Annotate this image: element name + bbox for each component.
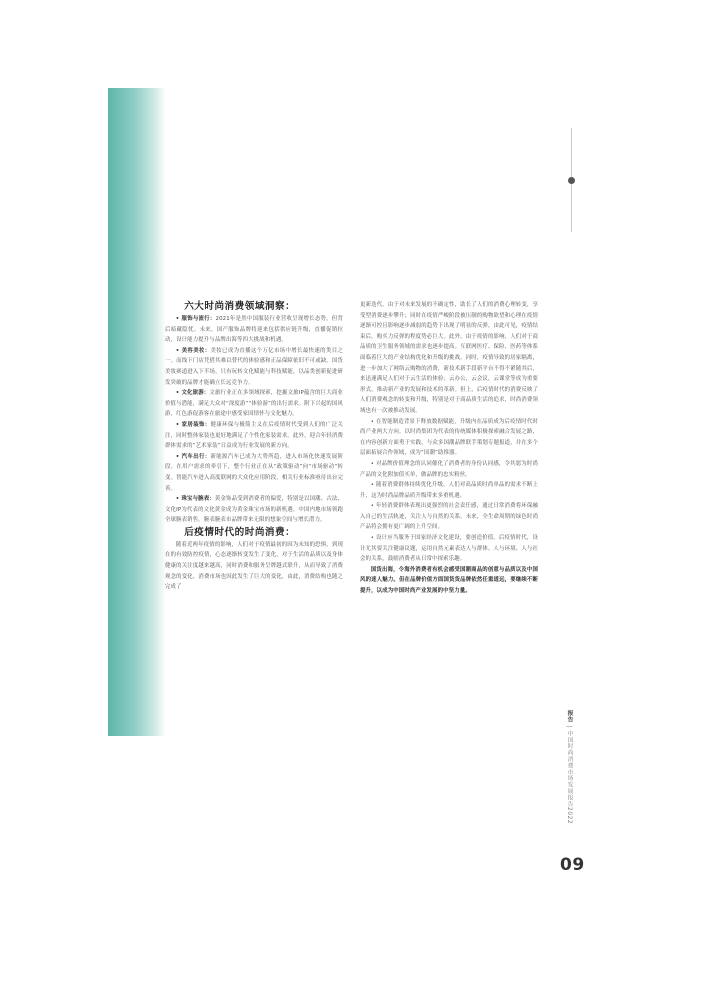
item-label: • 汽车出行：	[175, 453, 211, 460]
left-text-column	[165, 300, 343, 593]
section-heading-fashion-fields: 六大时尚消费领域洞察：	[184, 301, 296, 312]
bullet-paragraph-smart-manufacturing: • 在智能制造背景下释放数据赋能，升级内在品质成为后疫情时代时尚产业两大方向。以时尚集团为代表的传统媒体积极探索融合发展之路，在内容创新方面勇于实践，与众多国潮品牌联手策划专题报道，并在多个层面拓展合作领域，成为“国潮”助推器。	[360, 418, 538, 457]
item-label: • 美容美妆：	[175, 347, 211, 354]
item-label: • 珠宝与腕表：	[175, 496, 215, 503]
continued-paragraph: 更新迭代。由于对未来发展的不确定性，助长了人们的消费心理转变，享受型消费逐步攀升；同时在疫情严峻阶段被压制的购物欲望和心理在疫情逐渐可控且影响逐步减弱的趋势下出现了明显的反弹，由此可见，疫情结束后，购买力反弹的程度势必巨大。此外，由于疫情的影响，人们对于商品质的卫生服务领域的需求也逐步提高。互联网医疗、保险、医药等体系面临着巨大的产业结构优化和升级的挑战。同时，疫情导致的居家隔离，进一步加大了网络云购物的消费，新技术新手段新平台不得不紧随其后，来迅速满足人们对于云生活的体验；云办公，云会议，云课堂等成为重要形式，推动新产业的发展和技术的革新。但上，后疫情时代的消费反映了人们消费观念的转变和升级，特别是对于商品质生活的追求，时尚消费领域也有一次被推动发展。	[360, 302, 538, 414]
item-paragraph-jewelry-watches	[165, 494, 343, 526]
item-paragraph-auto	[165, 452, 343, 494]
item-paragraph-culture-travel	[165, 388, 343, 420]
bullet-paragraph-quality-demand: • 随着消费群体持续优化升级，人们对高品质时尚单品的需求不断上升，这为时尚品牌品质升级带来多重机遇。	[360, 482, 538, 499]
teal-gradient-band	[108, 88, 166, 736]
post-pandemic-paragraph: 随着近两年疫情的影响，人们对于疫情最初的因为未知的恐惧，到现在的有效防控疫情，心态逐渐转变发生了变化，对于生活的品质以及身体健康的关注度越来越高，同时消费和服务呈牌越式联升，从而导致了消费观念的变化。消费市场也因此发生了巨大的变化，由此，消费结构也随之完成了	[165, 541, 343, 591]
divider-dot-marker	[568, 177, 575, 184]
item-text: 文旅行业正在多领域探索，挖掘文旅IP蕴含的巨大商业价值与潜能，满足大众对“深度游”“体验游”的出行需求。附下兴起的国风游，红色游促游客在旅途中感受家国情怀与文化魅力。	[165, 390, 343, 418]
running-header-strong: 报告	[566, 710, 572, 723]
section-heading-post-pandemic: 后疫情时代的时尚消费：	[184, 526, 296, 538]
item-text: 黄金饰品受到消费者的偏爱，特别是以国潮、古法、文化IP为代表的文化黄金成为黄金珠宝市场的新机遇。中国内地市场领跑全球腕表销售。腕表腕表市品牌带来无限的想象空间与增长潜力。	[165, 496, 344, 524]
item-text: 美妆已成为直播这个万亿市场中增长最快速的类目之一。而线下门店凭借其难以替代的体验感和正品保障依旧不可或缺。国货美妆赛道进入下半场，只有玩转文化赋能与科技赋能，以品类创新促进研发突破的品牌才能确立长远竞争力。	[165, 347, 344, 386]
item-paragraph-beauty	[165, 346, 343, 388]
item-label: • 家居装饰：	[175, 421, 211, 428]
page-number: 09	[560, 855, 585, 875]
item-text: 2021年是然中国服装行业营收呈现增长态势，但背后暗藏隐忧。未来，国产服饰品牌将迎来包括供应链升级，直播促销拉动，设计能力提升与品牌出海等四大挑战和机遇。	[165, 316, 343, 344]
running-header-text: | 中国时尚消费市场发展报告2022	[566, 722, 572, 825]
conclusion-paragraph: 国货出海，令海外消费者有机会感受国潮商品的创意与品质以及中国风的迷人魅力。但在品牌价值方面国货货品牌依然任重道远，要继续不断提升，以成为中国时尚产业发展的中坚力量。	[360, 566, 538, 595]
bullet-paragraph-brand-identity: • 对品牌价值理念的认同催化了消费者的身份认同感，令其愿为时尚产品的文化附加值买单，做品牌的忠实粉丝。	[360, 460, 538, 478]
item-label: • 服饰与流行：	[175, 316, 216, 322]
item-paragraph-home-decor	[165, 420, 343, 452]
item-text: 新能源汽车已成为大势所趋，进入市场化快速发展阶段。在用户需求的牵引下，整个行业正在从“政策驱动”向“市场驱动”转变。智能汽车进入高度联网的大众化应用阶段，相关行业标准亟待出台完善。	[165, 453, 344, 492]
item-text: 健康环保与极简主义在后疫情时代受到人们的广泛关注，同时整体家装也更好地满足了个性化家装需求。此外，迎合年轻消费群体需求的“艺术家装”日益成为行业发展的新方向。	[165, 421, 344, 450]
item-paragraph-apparel	[165, 314, 343, 346]
item-label: • 文化旅游：	[175, 390, 210, 397]
running-header-vertical	[562, 710, 574, 824]
bullet-paragraph-design-value: • 设计应当服务于国家经济文化建设，要创造价值。后疫情时代，设计尤其要关注健康议题，运用自然元素表达人与群体、人与环境、人与社会的关系，鼓励消费者从日常中探索乐趣。	[360, 535, 538, 563]
bullet-paragraph-green-fashion: • 年轻消费群体表现出更强烈的社会责任感，通过日常消费将环保融入自己的生活轨迹，关注人与自然的关系。未来，全生命周期的绿色时尚产品将会拥有更广阔的上升空间。	[360, 503, 538, 531]
right-text-column	[360, 300, 538, 597]
